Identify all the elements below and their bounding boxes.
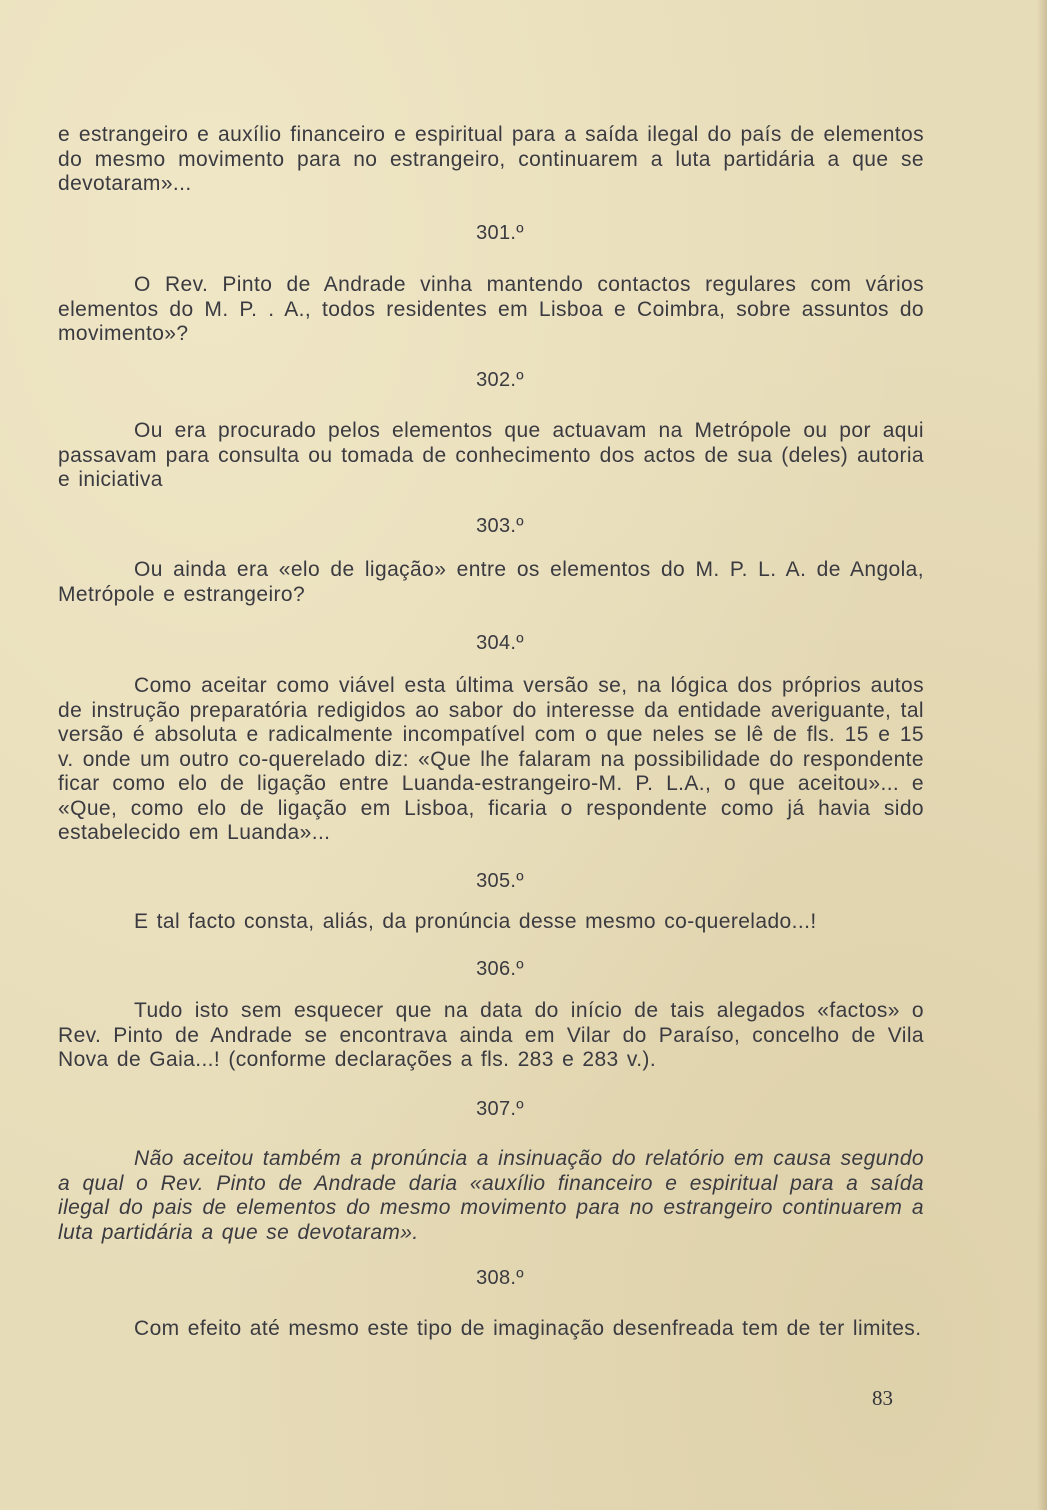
article-text-301: O Rev. Pinto de Andrade vinha mantendo contactos regulares com vários elementos do M. P. . A., todos residentes em Lisboa e Coimbra, sobre assuntos do movimento»? xyxy=(58,273,924,345)
article-number-303: 303.º xyxy=(476,515,524,537)
article-number-307: 307.º xyxy=(476,1098,524,1120)
article-number-301: 301.º xyxy=(476,222,524,244)
article-text-308: Com efeito até mesmo este tipo de imaginação desenfreada tem de ter limites. xyxy=(134,1317,922,1340)
article-text-307: Não aceitou também a pronúncia a insinuação do relatório em causa segundo a qual o Rev. Pinto de Andrade daria «auxílio financeiro e espiritual para a saída ilegal do pais de elementos do mesmo movimento para no estrangeiro continuarem a luta partidária a que se devotaram». xyxy=(58,1147,924,1244)
article-number-306: 306.º xyxy=(476,958,524,980)
page-number: 83 xyxy=(872,1386,893,1410)
article-text-302: Ou era procurado pelos elementos que actuavam na Metrópole ou por aqui passavam para consulta ou tomada de conhecimento dos actos de sua (deles) autoria e iniciativa xyxy=(58,419,924,491)
article-number-305: 305.º xyxy=(476,870,524,892)
article-number-308: 308.º xyxy=(476,1267,524,1289)
intro-paragraph: e estrangeiro e auxílio financeiro e espiritual para a saída ilegal do país de elementos do mesmo movimento para no estrangeiro, continuarem a luta partidária a que se devotaram»... xyxy=(58,123,924,195)
article-text-304: Como aceitar como viável esta última versão se, na lógica dos próprios autos de instrução preparatória redigidos ao sabor do interesse da entidade averiguante, tal versão é absoluta e radicalmente incompatível com o que neles se lê de fls. 15 e 15 v. onde um outro co-querelado diz: «Que lhe falaram na possibilidade do respondente ficar como elo de ligação entre Luanda-estrangeiro-M. P. L.A., o que aceitou»... e «Que, como elo de ligação em Lisboa, ficaria o respondente como já havia sido estabelecido em Luanda»... xyxy=(58,674,924,844)
article-text-305: E tal facto consta, aliás, da pronúncia desse mesmo co-querelado...! xyxy=(134,910,817,933)
article-number-302: 302.º xyxy=(476,369,524,391)
article-text-306: Tudo isto sem esquecer que na data do início de tais alegados «factos» o Rev. Pinto de Andrade se encontrava ainda em Vilar do Paraíso, concelho de Vila Nova de Gaia...! (conforme declarações a fls. 283 e 283 v.). xyxy=(58,999,924,1071)
page-edge-shadow xyxy=(1037,0,1047,1510)
article-number-304: 304.º xyxy=(476,632,524,654)
article-text-303: Ou ainda era «elo de ligação» entre os elementos do M. P. L. A. de Angola, Metrópole e estrangeiro? xyxy=(58,558,924,606)
